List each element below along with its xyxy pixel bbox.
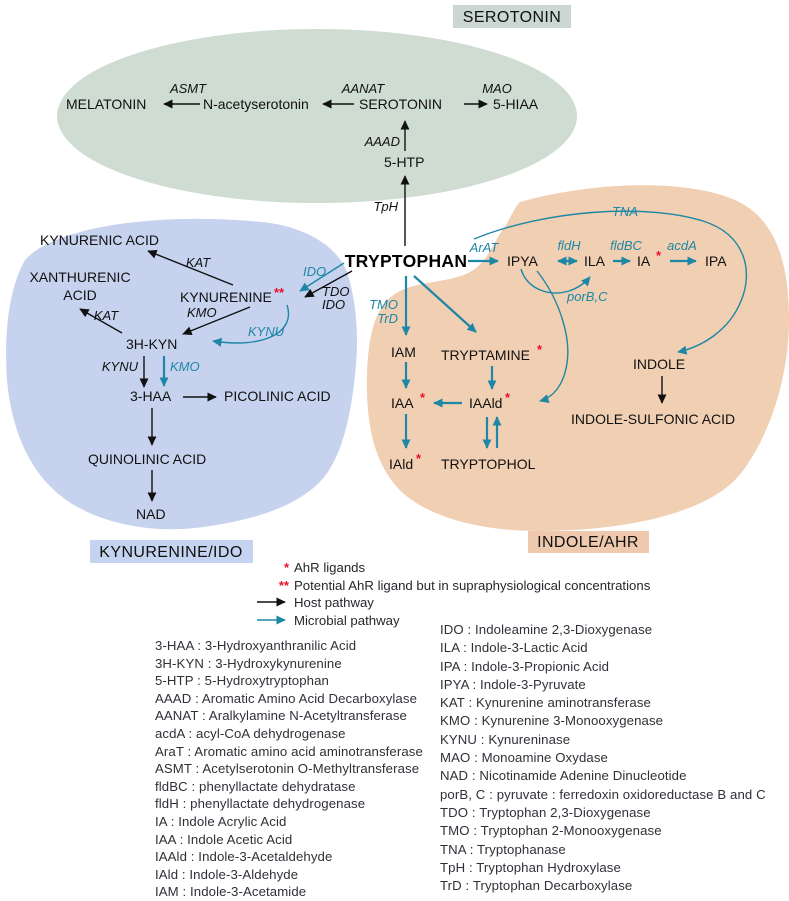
abbreviation-item: AAAD : Aromatic Amino Acid Decarboxylase (155, 690, 417, 706)
node-xanthurenic-line2: ACID (63, 287, 97, 303)
enzyme-kynu-host: KYNU (101, 359, 138, 374)
enzyme-tdo: TDO (322, 284, 350, 299)
abbreviation-item: IAM : Indole-3-Acetamide (155, 884, 307, 900)
node-3hkyn: 3H-KYN (126, 336, 178, 352)
node-5htp: 5-HTP (384, 154, 425, 170)
abbreviation-item: TrD : Tryptophan Decarboxylase (440, 878, 633, 894)
iaa-asterisk: * (420, 390, 426, 405)
node-serotonin: SEROTONIN (359, 96, 442, 112)
enzyme-kmo-microbial: KMO (170, 359, 200, 374)
node-melatonin: MELATONIN (66, 96, 147, 112)
abbreviation-item: NAD : Nicotinamide Adenine Dinucleotide (440, 768, 687, 784)
abbreviation-item: AANAT : Aralkylamine N-Acetyltransferase (155, 708, 407, 724)
abbreviation-item: 3-HAA : 3-Hydroxyanthranilic Acid (155, 638, 357, 653)
abbreviation-item: AraT : Aromatic amino acid aminotransferase (155, 743, 423, 759)
abbreviation-item: porB, C : pyruvate : ferredoxin oxidoreductase B and C (440, 786, 766, 802)
enzyme-aaad: AAAD (364, 134, 400, 149)
legend-microbial-label: Microbial pathway (294, 613, 400, 628)
abbreviation-list-right (440, 621, 766, 895)
abbreviation-item: TpH : Tryptophan Hydroxylase (440, 859, 621, 875)
enzyme-acda: acdA (667, 238, 697, 253)
abbreviation-item: TNA : Tryptophanase (440, 841, 566, 857)
legend-ahr-label: AhR ligands (294, 560, 366, 575)
node-tryptamine: TRYPTAMINE (441, 347, 530, 363)
enzyme-ido-microbial: IDO (303, 264, 327, 279)
enzyme-aanat: AANAT (341, 81, 385, 96)
node-iam: IAM (391, 344, 416, 360)
serotonin-region-shape (57, 29, 577, 203)
abbreviation-item: IAA : Indole Acetic Acid (155, 831, 293, 847)
kynurenine-double-asterisk: ** (274, 285, 285, 300)
enzyme-kmo-host: KMO (187, 305, 217, 320)
legend-ahr-marker: * (283, 560, 289, 575)
abbreviation-item: IPYA : Indole-3-Pyruvate (440, 676, 586, 692)
node-kynurenic-acid: KYNURENIC ACID (40, 232, 160, 248)
node-nacetyserotonin: N-acetyserotonin (203, 96, 309, 112)
node-5hiaa: 5-HIAA (493, 96, 539, 112)
abbreviation-list-left (155, 637, 423, 901)
enzyme-kat-lower: KAT (93, 308, 119, 323)
node-iaa: IAA (391, 395, 414, 411)
enzyme-kat-upper: KAT (185, 255, 211, 270)
abbreviation-item: 5-HTP : 5-Hydroxytryptophan (155, 673, 329, 689)
legend (257, 560, 651, 628)
abbreviation-item: IAld : Indole-3-Aldehyde (155, 866, 299, 882)
abbreviation-item: KYNU : Kynureninase (440, 731, 571, 747)
iald-asterisk: * (416, 451, 422, 466)
node-ipya: IPYA (507, 253, 538, 269)
node-tryptophan: TRYPTOPHAN (344, 251, 468, 271)
node-indole: INDOLE (633, 356, 686, 372)
abbreviation-item: TMO : Tryptophan 2-Monooxygenase (440, 823, 662, 839)
node-xanthurenic-line1: XANTHURENIC (29, 269, 131, 285)
abbreviation-item: KMO : Kynurenine 3-Monooxygenase (440, 713, 664, 729)
abbreviation-item: IPA : Indole-3-Propionic Acid (440, 658, 610, 674)
abbreviation-item: acdA : acyl-CoA dehydrogenase (155, 725, 346, 741)
enzyme-tna: TNA (612, 204, 638, 219)
abbreviation-item: IA : Indole Acrylic Acid (155, 813, 287, 829)
node-iald: IAld (389, 456, 414, 472)
node-picolinic-acid: PICOLINIC ACID (224, 388, 331, 404)
legend-potential-marker: ** (278, 578, 289, 593)
serotonin-title: SEROTONIN (462, 9, 562, 26)
node-nad: NAD (136, 506, 166, 522)
enzyme-arat: ArAT (469, 240, 499, 255)
node-tryptophol: TRYPTOPHOL (441, 456, 536, 472)
abbreviation-item: fldH : phenyllactate dehydrogenase (155, 796, 366, 812)
node-3haa: 3-HAA (130, 388, 172, 404)
kynurenine-title: KYNURENINE/IDO (99, 544, 243, 561)
indole-title: INDOLE/AHR (537, 534, 639, 551)
tryptamine-asterisk: * (537, 342, 543, 357)
abbreviation-item: ILA : Indole-3-Lactic Acid (440, 640, 588, 656)
node-indole-sulfonic: INDOLE-SULFONIC ACID (571, 411, 736, 427)
abbreviation-item: KAT : Kynurenine aminotransferase (440, 695, 651, 711)
legend-host-label: Host pathway (294, 595, 374, 610)
abbreviation-item: 3H-KYN : 3-Hydroxykynurenine (155, 655, 342, 671)
enzyme-tmo: TMO (369, 297, 398, 312)
node-ia: IA (637, 253, 651, 269)
abbreviation-item: TDO : Tryptophan 2,3-Dioxygenase (440, 804, 651, 820)
legend-potential-label: Potential AhR ligand but in supraphysiological concentrations (294, 578, 651, 593)
enzyme-ido-host: IDO (322, 297, 346, 312)
enzyme-fldh: fldH (557, 238, 581, 253)
abbreviation-item: IDO : Indoleamine 2,3-Dioxygenase (440, 622, 653, 637)
node-iaald: IAAld (469, 395, 503, 411)
enzyme-fldbc: fldBC (610, 238, 642, 253)
enzyme-kynu-microbial: KYNU (248, 324, 285, 339)
enzyme-mao: MAO (482, 81, 512, 96)
enzyme-asmt: ASMT (169, 81, 207, 96)
ia-asterisk: * (656, 248, 662, 263)
abbreviation-item: ASMT : Acetylserotonin O-Methyltransferase (155, 761, 420, 777)
abbreviation-item: fldBC : phenyllactate dehydratase (155, 778, 356, 794)
enzyme-tph: TpH (373, 199, 398, 214)
enzyme-porbc: porB,C (567, 289, 608, 304)
abbreviation-item: IAAld : Indole-3-Acetaldehyde (155, 849, 333, 865)
node-quinolinic-acid: QUINOLINIC ACID (88, 451, 207, 467)
node-ipa: IPA (705, 253, 727, 269)
iaald-asterisk: * (505, 390, 511, 405)
node-ila: ILA (584, 253, 606, 269)
abbreviation-item: MAO : Monoamine Oxydase (440, 750, 608, 766)
node-kynurenine: KYNURENINE (180, 289, 272, 305)
enzyme-trd: TrD (377, 311, 398, 326)
